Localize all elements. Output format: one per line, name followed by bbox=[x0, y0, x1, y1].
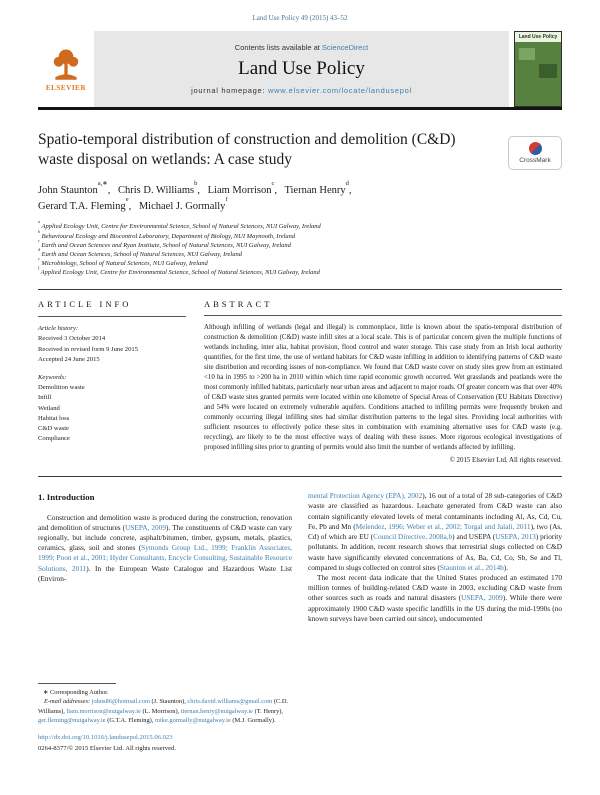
text-run: Construction and demolition waste is produced during the construction, renovation and demolition of structures ( bbox=[38, 512, 292, 532]
keyword: Infill bbox=[38, 394, 52, 402]
author bbox=[38, 180, 111, 196]
inline-link[interactable]: Council Directive, 2008a,b bbox=[373, 532, 453, 542]
affiliation-mark: b bbox=[38, 228, 41, 234]
abstract-copyright: © 2015 Elsevier Ltd. All rights reserved. bbox=[449, 457, 562, 465]
text-run: ) and USEPA ( bbox=[452, 532, 496, 542]
affiliation bbox=[38, 228, 562, 241]
inline-link[interactable]: USEPA, 2013 bbox=[495, 532, 536, 542]
text-run: (L. Morrison), bbox=[140, 707, 181, 715]
affiliation bbox=[38, 219, 562, 231]
affiliation-text: Applied Ecology Unit, Centre for Environmental Science, School of Natural Sciences, NUI Galway, Ireland bbox=[41, 223, 321, 231]
affiliation-mark: e bbox=[38, 255, 40, 261]
issn-copyright-line: 0264-8377/© 2015 Elsevier Ltd. All rights reserved. bbox=[38, 744, 176, 752]
info-abstract-section bbox=[38, 290, 562, 476]
body-column-left bbox=[38, 491, 292, 725]
elsevier-logo-text: ELSEVIER bbox=[45, 83, 87, 92]
heading-rule bbox=[38, 316, 186, 317]
inline-link[interactable]: mike.gormally@nuigalway.ie bbox=[155, 717, 231, 724]
author-separator: , bbox=[274, 184, 278, 196]
journal-banner bbox=[94, 31, 509, 107]
text-run: (J. Staunton), bbox=[149, 698, 188, 706]
author-affil-mark: c bbox=[271, 180, 275, 188]
abstract-text: Although infilling of wetlands (legal and illegal) is commonplace, little is known about the spatio-temporal distribution of construction & demolition (C&D) waste infill sites at a local scale. This is of particular concern given the multiple functions of wetlands including, inter alia, habitat provision, flood control and water storage. This case study from an Irish local authority quantifies, for the first time, the use of wetland habitats for C&D waste infilling in addition to identifying patterns of C&D waste site distribution and recording issues of non-compliance. We found that C&D waste cover on study sites grew from an estimated <10 ha in 1995 to >200 ha in 2010 within which time rapid economic growth occurred. Wet grasslands and peatlands were the most commonly infilled habitats, particularly near urban areas and adjacent to major roads. Of greater concern was that over 40% of C&D waste sites granted permits were located within one kilometre of Special Areas of Conservation (EU Habitats Directive) and 54% were located on extremely vulnerable aquifers. Conditions attached to infilling permits were frequently broken and commonly occurring illegal infilling sites had similar distribution patterns to the legal sites. Providing local authorities with sufficient resources to effectively police these sites in combination with examining alternative uses for C&D waste (e.g. recycling), are likely to be the most effective ways of dealing with these issues. More rigorous ecological investigations of proposed infilling sites prior to granting of permits would also limit the number of wetlands affected by infilling. bbox=[204, 324, 562, 452]
journal-header bbox=[38, 31, 562, 107]
keyword: C&D waste bbox=[38, 425, 69, 433]
affiliation-mark: d bbox=[38, 246, 41, 252]
author-line-2 bbox=[38, 196, 562, 215]
text-run: ) priority pollutants. In addition, recent research shows that terrestrial slugs collected on C&D waste have significantly elevated concentrations of As, Ba, Cd, Co, Sb, Se and Tl, compared to slugs collected on control sites ( bbox=[308, 532, 562, 572]
author-affil-mark: a,∗ bbox=[97, 180, 108, 188]
text-run: (M.J. Gormally). bbox=[230, 717, 276, 724]
text-run: (T. Henry), bbox=[252, 707, 284, 715]
author-affil-mark: b bbox=[194, 180, 198, 188]
author-name: Michael J. Gormally bbox=[138, 200, 226, 212]
journal-cover-thumbnail[interactable] bbox=[514, 31, 562, 107]
text-run: ). While there were approximately 1900 C&D waste specific landfills in the US during the mid-1990s (no known surveys have been carried out since), undocumented bbox=[308, 593, 562, 623]
affiliation-text: Applied Ecology Unit, Centre for Environmental Science, School of Natural Sciences, NUI Galway, Ireland bbox=[40, 268, 320, 276]
affiliation-text: Earth and Ocean Sciences and Ryan Institute, School of Natural Sciences, NUI Galway, Ireland bbox=[41, 241, 291, 249]
author-separator: , bbox=[107, 184, 111, 196]
affiliation-mark: c bbox=[38, 237, 40, 243]
author-separator: , bbox=[128, 200, 132, 212]
inline-link[interactable]: mental Protection Agency (EPA), 2002 bbox=[308, 491, 423, 501]
email-label: E-mail addresses: bbox=[44, 698, 92, 706]
homepage-prefix: journal homepage: bbox=[191, 86, 268, 95]
inline-link[interactable]: Melendez, 1996; Weber et al., 2002; Torgal and Jalali, 2011 bbox=[355, 521, 531, 531]
author bbox=[118, 180, 200, 196]
inline-link[interactable]: liam.morrison@nuigalway.ie bbox=[66, 707, 141, 715]
author-name: Tiernan Henry bbox=[284, 184, 346, 196]
text-run: ). bbox=[503, 562, 509, 572]
author-affil-mark: e bbox=[125, 196, 129, 204]
text-run: The most recent data indicate that the United States produced an estimated 170 million tonnes of building-related C&D waste in 2003, excluding C&D waste from other sources such as roads and natural disasters ( bbox=[308, 572, 562, 603]
affiliation-text: Earth and Ocean Sciences, School of Natural Sciences, NUI Galway, Ireland bbox=[41, 250, 242, 258]
section-divider bbox=[38, 476, 562, 477]
journal-citation-line: Land Use Policy 49 (2015) 43–52 bbox=[252, 14, 348, 22]
inline-link[interactable]: Staunton et al., 2014b bbox=[439, 562, 504, 572]
title-row bbox=[38, 130, 562, 171]
journal-homepage-link[interactable]: www.elsevier.com/locate/landusepol bbox=[267, 86, 412, 95]
inline-link[interactable]: chris.david.williams@gmail.com bbox=[187, 698, 273, 706]
text-run: (G.T.A. Fleming), bbox=[105, 717, 155, 724]
footnote bbox=[38, 683, 292, 725]
author bbox=[138, 196, 228, 212]
author bbox=[284, 180, 352, 196]
elsevier-logo bbox=[38, 31, 94, 107]
author-affil-mark: f bbox=[225, 196, 228, 204]
history-item: Received 3 October 2014 bbox=[38, 335, 106, 343]
affiliation bbox=[38, 246, 562, 259]
author-name: Chris D. Williams bbox=[118, 184, 195, 196]
keyword: Habitat loss bbox=[38, 414, 70, 422]
sciencedirect-link[interactable]: ScienceDirect bbox=[321, 43, 369, 52]
intro-paragraph bbox=[38, 513, 292, 584]
author-name: Gerard T.A. Fleming bbox=[38, 200, 126, 212]
keyword: Demolition waste bbox=[38, 384, 85, 392]
text-run: ), 16 out of a total of 28 sub-categories of C&D waste are classified as hazardous. Leachate generated from C&D waste can also contain significantly elevated levels of metal contaminants including Al, As, Cd, Cu, Fe, Pb and Mn ( bbox=[308, 491, 563, 531]
inline-link[interactable]: USEPA, 2009 bbox=[461, 593, 503, 603]
author-separator: , bbox=[197, 184, 200, 196]
elsevier-tree-icon bbox=[49, 47, 83, 83]
intro-paragraph bbox=[308, 491, 562, 573]
homepage-line bbox=[191, 86, 412, 95]
affiliation-mark: f bbox=[38, 264, 40, 270]
doi-link[interactable]: http://dx.doi.org/10.1016/j.landusepol.2015.06.023 bbox=[38, 734, 173, 742]
header-divider-bar bbox=[38, 107, 562, 110]
text-run: ). In the European Waste Catalogue and Hazardous Waste List (Environ- bbox=[38, 563, 293, 583]
author-name: Liam Morrison bbox=[207, 184, 272, 196]
inline-link[interactable]: USEPA, 2009 bbox=[125, 522, 166, 532]
history-item: Received in revised form 9 June 2015 bbox=[38, 345, 138, 353]
journal-cover-art bbox=[515, 42, 561, 106]
article-info-heading: ARTICLE INFO bbox=[38, 298, 132, 309]
abstract-column bbox=[204, 298, 562, 466]
article-title: Spatio-temporal distribution of construction and demolition (C&D) waste disposal on wetlands: A case study bbox=[38, 131, 456, 169]
inline-link[interactable]: tiernan.henry@nuigalway.ie bbox=[180, 707, 253, 715]
crossmark-label: CrossMark bbox=[519, 157, 551, 164]
contents-line bbox=[235, 43, 368, 52]
body-column-right bbox=[308, 491, 562, 725]
history-item: Accepted 24 June 2015 bbox=[38, 355, 100, 363]
keyword: Wetland bbox=[38, 404, 60, 412]
author bbox=[38, 196, 132, 212]
article-info-column bbox=[38, 298, 186, 466]
crossmark-icon bbox=[529, 142, 542, 155]
affiliation bbox=[38, 255, 562, 268]
inline-link[interactable]: Symonds Group Ltd., 1999; Franklin Associates, 1999; Poon et al., 2001; Hyder Consultants, Encycle Consulting, Sustainable Resource Solutions, 2011 bbox=[38, 543, 292, 573]
inline-link[interactable]: ger.fleming@nuigalway.ie bbox=[38, 717, 106, 724]
author-list bbox=[38, 180, 562, 215]
keywords-label: Keywords: bbox=[38, 374, 67, 382]
heading-rule bbox=[204, 315, 562, 316]
journal-cover-title: Land Use Policy bbox=[515, 32, 561, 42]
text-run: ). The constituents of C&D waste can vary regionally, but include concrete, asphalt/bitumen, timber, gypsum, metals, plastics, ceramics, glass, soil and stones ( bbox=[38, 522, 292, 553]
affiliation bbox=[38, 264, 562, 277]
article-body bbox=[38, 491, 562, 725]
author bbox=[207, 180, 278, 196]
author-separator: , bbox=[348, 184, 352, 196]
footnote-rule bbox=[38, 683, 116, 684]
author-name: John Staunton bbox=[38, 184, 98, 196]
keyword: Compliance bbox=[38, 435, 70, 443]
crossmark-badge[interactable] bbox=[508, 136, 562, 170]
contents-line-prefix: Contents lists available at bbox=[234, 43, 322, 52]
inline-link[interactable]: johns86@hotmail.com bbox=[91, 698, 150, 706]
affiliation-list bbox=[38, 219, 562, 277]
email-addresses bbox=[38, 697, 292, 725]
intro-paragraph bbox=[308, 573, 562, 624]
author-line-1 bbox=[38, 180, 562, 199]
text-run: (C.D. Williams), bbox=[38, 698, 289, 715]
journal-title: Land Use Policy bbox=[238, 58, 365, 79]
affiliation-text: Microbiology, School of Natural Sciences, NUI Galway, Ireland bbox=[41, 259, 208, 267]
abstract-heading: ABSTRACT bbox=[204, 298, 273, 309]
text-run: ), two (As, Cd) of which are EU ( bbox=[308, 521, 563, 542]
affiliation-text: Behavioural Ecology and Biocontrol Laboratory, Department of Biology, NUI Maynooth, Ireland bbox=[41, 232, 296, 240]
corresponding-author-note: ∗ Corresponding Author. bbox=[43, 689, 109, 697]
page-footer bbox=[38, 733, 562, 753]
affiliation-mark: a bbox=[38, 219, 41, 225]
section-heading-introduction: 1. Introduction bbox=[38, 492, 95, 503]
affiliation bbox=[38, 237, 562, 250]
author-affil-mark: d bbox=[345, 180, 349, 188]
article-history-label: Article history: bbox=[38, 325, 79, 333]
